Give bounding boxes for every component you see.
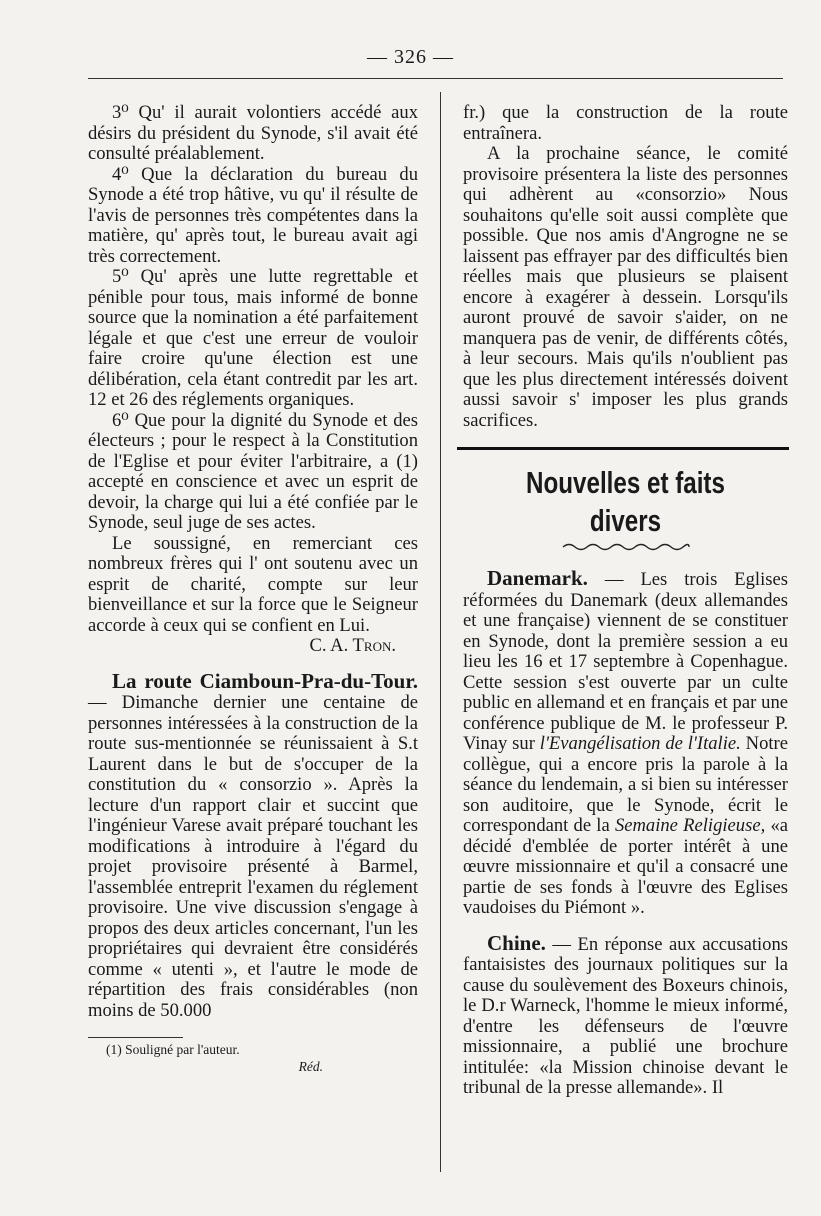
footnote-rule [88,1037,183,1038]
footnote: (1) Souligné par l'auteur. [106,1042,240,1057]
chine-text: — En réponse aux accusations fantaisistes des journaux politiques sur la cause du soulèvement des Boxeurs chinois, le D.r Warneck, l'homme le mieux informé, d'entre les défenseurs de l'œuvre missionnaire, a publié une brochure intitulée: «la Mission chinoise devant le tribunal de la presse allemande». Il [463,933,788,1098]
signature: C. A. Tron. [309,635,396,656]
paragraph-6: 6⁰ Que pour la dignité du Synode et des électeurs ; pour le respect à la Constitution de l'Eglise et pour éviter l'arbitraire, a (1) accepté en conscience et avec un esprit de devoir, la charge qui lui a été confiée par le Synode, seul juge de ses actes. [88,409,418,533]
route-continuation: fr.) que la construction de la route entraînera. [463,102,788,144]
section-title: Nouvelles et faits divers [526,465,725,538]
page-number: — 326 — [367,46,454,68]
header-rule [88,78,783,79]
danemark-heading: Danemark. [487,566,588,590]
route-text: — Dimanche dernier une centaine de personnes intéressées à la construction de la route sus-mentionnée se réunissaient à S.t Laurent dans le but de s'occuper de la constitution du « consorzio ». Après la lecture d'un rapport clair et succint que l'ingénieur Varese avait préparé touchant les modifications à introduire à l'égard du projet provisoire présenté à Barmel, l'assemblée entreprit l'examen du réglement provisoire. Une vive discussion s'engage à propos des deux articles concernant, l'un les propriétaires qui devraient être considérés comme « utenti », et l'autre le mode de répartition des frais considérables (non moins de 50.000 [88,692,418,1021]
footnote-signature: Réd. [298,1059,323,1074]
danemark-text-3: «a décidé d'emblée de porter intérêt à une œuvre missionnaire et qu'il a consacré une partie de ses fonds à l'œuvre des Eglises vaudoises du Piémont ». [463,815,788,918]
right-column [463,103,788,1099]
route-heading: La route Ciamboun-Pra-du-Tour. [112,668,418,693]
chine-article [463,930,788,1099]
danemark-emphasis-1: l'Evangélisation de l'Italie. [539,733,741,754]
wavy-ornament [561,542,691,552]
danemark-text-1: — Les trois Eglises réformées du Danemark (deux allemandes et une française) viennent de se constituer en Synode, dont la première session a eu lieu les 16 et 17 septembre à Copenhague. Cette session s'est ouverte par un culte public en allemand et en français et par une conférence publique de M. le professeur P. Vinay sur [463,569,788,754]
left-column [88,103,418,1078]
route-article [88,668,418,1022]
danemark-text-2: Notre collègue, qui a encore pris la parole à la séance du lendemain, a si bien su intéresser son auditoire, que le Synode, écrit le correspondant de la [463,733,788,836]
danemark-article [463,568,788,919]
section-rule [457,447,789,450]
chine-heading: Chine. [487,930,546,955]
danemark-emphasis-2: Semaine Religieuse, [614,815,766,836]
paragraph-5: 5⁰ Qu' après une lutte regrettable et pénible pour tous, mais informé de bonne source que la nomination a été parfaitement légale et que c'est une erreur de vouloir faire croire qu'une élection est une délibération, cela étant contredit par les art. 12 et 26 des réglements organiques. [88,266,418,410]
paragraph-3: 3⁰ Qu' il aurait volontiers accédé aux désirs du président du Synode, s'il avait été consulté préalablement. [88,102,418,164]
route-closing: A la prochaine séance, le comité provisoire présentera la liste des personnes qui adhèrent au «consorzio» Nous souhaitons qu'elle soit aussi complète que possible. Que nos amis d'Angrogne ne se laissent pas effrayer par des difficultés bien réelles mais que plusieurs se plaisent encore à exagérer à dessein. Lorsqu'ils auront prouvé de savoir s'aider, on ne manquera pas de venir, de différents côtés, à leur secours. Mais qu'ils n'oublient pas que les plus directement intéressés doivent aussi savoir s' imposer les plus grands sacrifices. [463,143,788,431]
paragraph-4: 4⁰ Que la déclaration du bureau du Synode a été trop hâtive, vu qu' il résulte de l'avis de personnes très compétentes dans la matière, qu' après tout, le bureau avait agi très correctement. [88,163,418,267]
closing-paragraph: Le soussigné, en remerciant ces nombreux frères qui l' ont soutenu avec un esprit de charité, compte sur leur bienveillance et sur la force que le Seigneur accorde à ceux qui se confient en Lui. [88,532,418,636]
column-divider [440,92,441,1172]
